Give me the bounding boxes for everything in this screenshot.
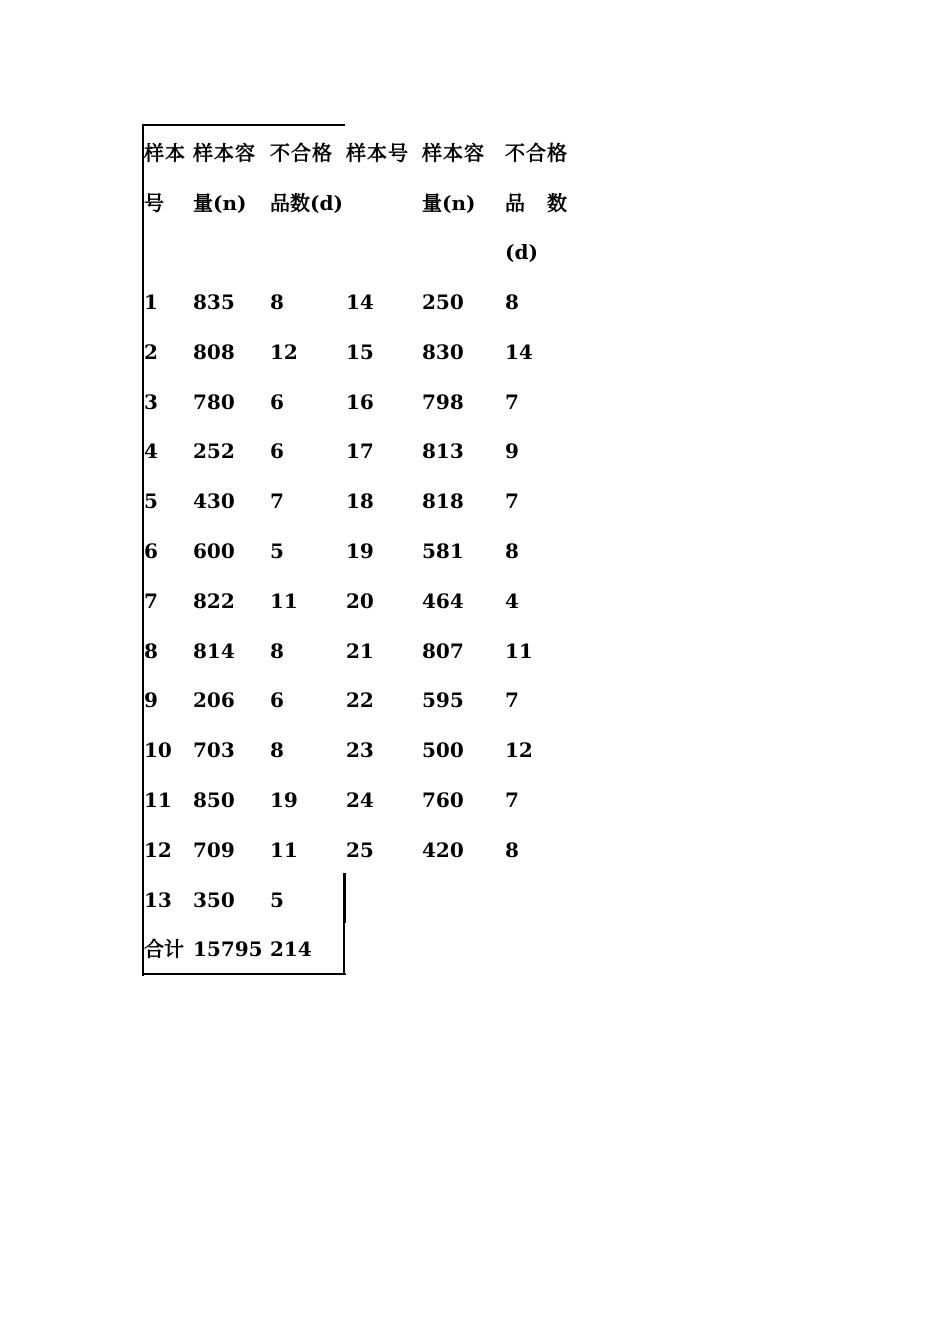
table-cell: 11 bbox=[144, 788, 172, 812]
table-bottom-border bbox=[142, 973, 346, 975]
table-cell: 11 bbox=[270, 589, 298, 613]
table-cell: 11 bbox=[505, 639, 533, 663]
table-cell: 709 bbox=[193, 838, 235, 862]
table-cell: 760 bbox=[422, 788, 464, 812]
table-cell: 11 bbox=[270, 838, 298, 862]
table-cell: 19 bbox=[270, 788, 298, 812]
table-cell: 21 bbox=[346, 639, 374, 663]
total-cell: 合计 bbox=[144, 937, 184, 961]
table-cell: 17 bbox=[346, 439, 374, 463]
table-cell: 8 bbox=[505, 539, 519, 563]
table-cell: 835 bbox=[193, 290, 235, 314]
table-cell: 14 bbox=[346, 290, 374, 314]
header-cell: 量(n) bbox=[422, 191, 476, 215]
table-cell: 24 bbox=[346, 788, 374, 812]
table-cell: 8 bbox=[144, 639, 158, 663]
table-cell: 420 bbox=[422, 838, 464, 862]
table-cell: 430 bbox=[193, 489, 235, 513]
table-cell: 7 bbox=[505, 489, 519, 513]
header-cell: 品数(d) bbox=[270, 191, 343, 215]
table-cell: 1 bbox=[144, 290, 158, 314]
table-top-border bbox=[142, 124, 345, 126]
table-cell: 4 bbox=[505, 589, 519, 613]
header-cell: 号 bbox=[144, 191, 164, 215]
table-cell: 16 bbox=[346, 390, 374, 414]
table-cell: 703 bbox=[193, 738, 235, 762]
table-cell: 807 bbox=[422, 639, 464, 663]
table-cell: 798 bbox=[422, 390, 464, 414]
table-cell: 7 bbox=[505, 788, 519, 812]
table-cell: 464 bbox=[422, 589, 464, 613]
table-cell: 20 bbox=[346, 589, 374, 613]
table-cell: 7 bbox=[270, 489, 284, 513]
table-cell: 808 bbox=[193, 340, 235, 364]
table-cell: 5 bbox=[270, 539, 284, 563]
header-cell: 不合格 bbox=[505, 141, 568, 165]
table-cell: 19 bbox=[346, 539, 374, 563]
table-cell: 350 bbox=[193, 888, 235, 912]
table-cell: 15 bbox=[346, 340, 374, 364]
table-cell: 14 bbox=[505, 340, 533, 364]
table-cell: 813 bbox=[422, 439, 464, 463]
table-cell: 5 bbox=[270, 888, 284, 912]
total-cell: 214 bbox=[270, 937, 312, 961]
header-unit: (d) bbox=[505, 240, 538, 264]
table-cell: 8 bbox=[270, 738, 284, 762]
table-cell: 595 bbox=[422, 688, 464, 712]
table-cell: 581 bbox=[422, 539, 464, 563]
table-cell: 850 bbox=[193, 788, 235, 812]
table-cell: 7 bbox=[144, 589, 158, 613]
table-cell: 7 bbox=[505, 688, 519, 712]
table-cell: 9 bbox=[505, 439, 519, 463]
table-cell: 8 bbox=[270, 639, 284, 663]
header-cell: 样本 bbox=[144, 141, 186, 165]
table-cell: 12 bbox=[144, 838, 172, 862]
header-cell: 样本容 bbox=[422, 141, 485, 165]
table-cell: 780 bbox=[193, 390, 235, 414]
table-cell: 8 bbox=[505, 290, 519, 314]
table-cell: 818 bbox=[422, 489, 464, 513]
table-cell: 22 bbox=[346, 688, 374, 712]
table-cell: 600 bbox=[193, 539, 235, 563]
table-cell: 814 bbox=[193, 639, 235, 663]
table-cell: 8 bbox=[505, 838, 519, 862]
table-cell: 13 bbox=[144, 888, 172, 912]
table-cell: 12 bbox=[505, 738, 533, 762]
table-cell: 500 bbox=[422, 738, 464, 762]
header-cell: 样本号 bbox=[346, 141, 409, 165]
table-cell: 12 bbox=[270, 340, 298, 364]
table-cell: 9 bbox=[144, 688, 158, 712]
table-right-border-thick bbox=[343, 873, 346, 923]
total-cell: 15795 bbox=[193, 937, 263, 961]
table-cell: 6 bbox=[270, 439, 284, 463]
header-cell: 品数 bbox=[505, 191, 589, 215]
table-cell: 23 bbox=[346, 738, 374, 762]
table-cell: 6 bbox=[270, 390, 284, 414]
header-cell: 不合格 bbox=[270, 141, 333, 165]
table-cell: 3 bbox=[144, 390, 158, 414]
table-cell: 252 bbox=[193, 439, 235, 463]
table-cell: 7 bbox=[505, 390, 519, 414]
table-cell: 6 bbox=[144, 539, 158, 563]
table-cell: 4 bbox=[144, 439, 158, 463]
header-cell: 量(n) bbox=[193, 191, 247, 215]
table-cell: 822 bbox=[193, 589, 235, 613]
table-cell: 25 bbox=[346, 838, 374, 862]
header-cell: 样本容 bbox=[193, 141, 256, 165]
table-cell: 2 bbox=[144, 340, 158, 364]
table-cell: 18 bbox=[346, 489, 374, 513]
table-cell: 830 bbox=[422, 340, 464, 364]
table-cell: 6 bbox=[270, 688, 284, 712]
table-cell: 10 bbox=[144, 738, 172, 762]
table-cell: 250 bbox=[422, 290, 464, 314]
table-cell: 206 bbox=[193, 688, 235, 712]
table-cell: 8 bbox=[270, 290, 284, 314]
table-cell: 5 bbox=[144, 489, 158, 513]
